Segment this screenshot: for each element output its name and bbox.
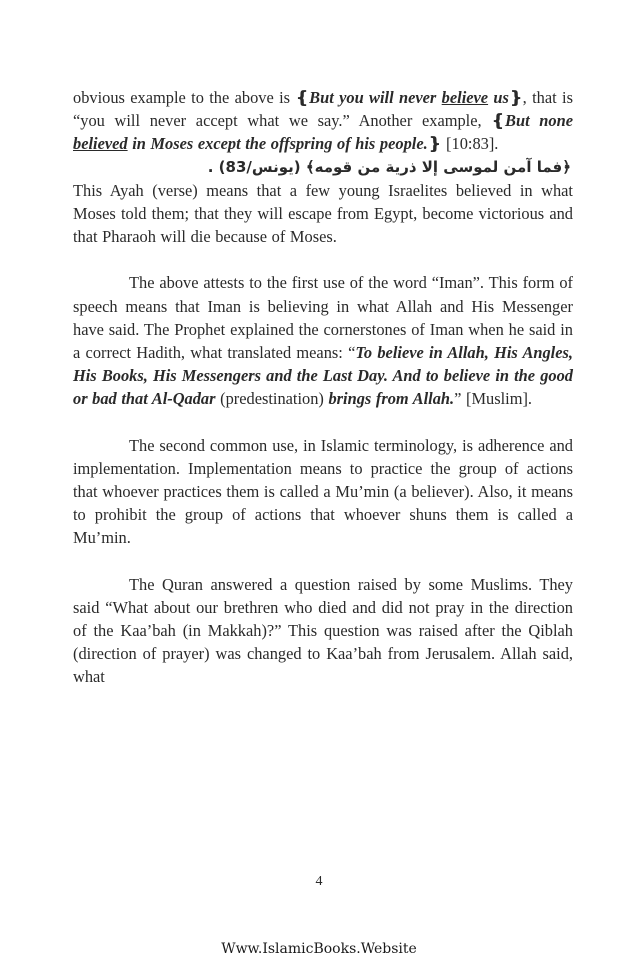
quote-2-part-b: in Moses except the offspring of his people. bbox=[127, 134, 428, 154]
quote-1-part-b: us bbox=[488, 88, 509, 107]
paragraph-1-text-b: , that is “you will never accept what we say.” Another example, bbox=[73, 88, 573, 131]
paragraph-3 bbox=[73, 271, 573, 410]
website-footer: Www.IslamicBooks.Website bbox=[221, 941, 417, 957]
paragraph-gap bbox=[73, 550, 573, 573]
quran-close-brace-2: ❵ bbox=[427, 134, 442, 154]
paragraph-4: The second common use, in Islamic terminology, is adherence and implementation. Implementation means to practice the group of actions that whoever practices them is called a Mu’min (a believer). Also, it means to prohibit the group of actions that whoever shuns them is called a Mu’min. bbox=[73, 435, 573, 548]
quote-1-underlined: believe bbox=[441, 88, 489, 107]
quote-you-will-never-believe bbox=[309, 88, 509, 107]
paragraph-gap bbox=[73, 411, 573, 434]
quran-close-brace: ❵ bbox=[508, 88, 523, 107]
paragraph-3-text-b: (predestination) bbox=[215, 389, 329, 409]
arabic-verse: ﴿فما آمن لموسى إلا ذرية من قومه﴾ (يونس/83) . bbox=[207, 157, 571, 176]
quote-1-part-a: But you will never bbox=[309, 88, 442, 107]
paragraph-1-text-a: obvious example to the above is bbox=[73, 88, 296, 107]
quran-open-brace: ❴ bbox=[295, 88, 310, 107]
paragraph-3-text-c: ” [Muslim]. bbox=[454, 389, 533, 409]
quote-2-underlined: believed bbox=[73, 134, 128, 154]
paragraph-gap bbox=[73, 248, 573, 271]
paragraph-3-text-a: The above attests to the first use of the word “Iman”. This form of speech means that Iman is believing in what Allah and His Messenger have said. The Prophet explained the cornerstones of Iman when he said in a correct Hadith, what translated means: “ bbox=[73, 273, 573, 363]
paragraph-1 bbox=[73, 86, 573, 156]
hadith-quote-b: brings from Allah. bbox=[328, 389, 455, 409]
paragraph-2: This Ayah (verse) means that a few young Israelites believed in what Moses told them; that they will escape from Egypt, become victorious and that Pharaoh will die because of Moses. bbox=[73, 180, 573, 247]
hadith-quote-a: To believe in Allah, His Angles, His Books, His Messengers and the Last Day. And to believe in the good or bad that Al-Qadar bbox=[73, 343, 573, 409]
verse-reference: [10:83]. bbox=[441, 134, 499, 154]
paragraph-5: The Quran answered a question raised by some Muslims. They said “What about our brethren who died and did not pray in the direction of the Kaa’bah (in Makkah)?” This question was raised after the Qiblah (direction of prayer) was changed to Kaa’bah from Jerusalem. Allah said, what bbox=[73, 574, 573, 687]
page-body bbox=[73, 86, 573, 689]
quran-open-brace-2: ❴ bbox=[491, 111, 506, 131]
page-number: 4 bbox=[315, 874, 323, 889]
quote-2-part-a: But none bbox=[505, 111, 573, 131]
